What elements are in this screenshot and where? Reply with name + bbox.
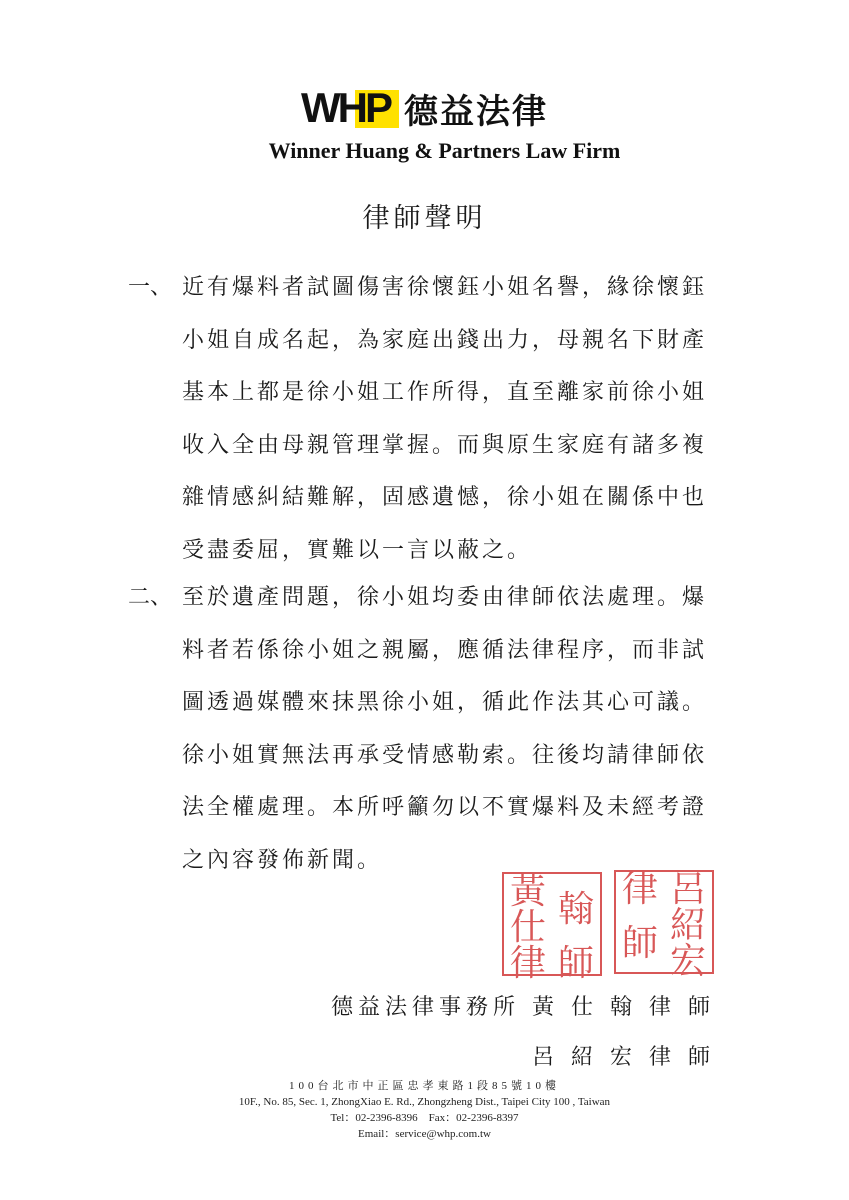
seal-char: 翰 xyxy=(557,889,594,930)
paragraph-line: 圖透過媒體來抹黑徐小姐，循此作法其心可議。 xyxy=(182,690,708,715)
paragraph-number: 二、 xyxy=(128,585,173,610)
footer-address-chinese: 100台北市中正區忠孝東路1段85號10樓 xyxy=(289,1080,560,1092)
signature-line-2: 呂 紹 宏 律 師 xyxy=(532,1045,715,1070)
seal-char: 黃仕 xyxy=(509,871,546,948)
seal-char: 師 xyxy=(557,943,594,984)
paragraph-line: 小姐自成名起，為家庭出錢出力，母親名下財產 xyxy=(182,327,708,353)
letterhead xyxy=(0,80,849,164)
footer-tel-fax: Tel：02-2396-8396 Fax：02-2396-8397 xyxy=(330,1112,519,1124)
paragraph-line: 基本上都是徐小姐工作所得，直至離家前徐小姐 xyxy=(182,380,708,405)
paragraph-line: 法全權處理。本所呼籲勿以不實爆料及未經考證 xyxy=(182,795,708,820)
paragraph-line: 收入全由母親管理掌握。而與原生家庭有諸多複 xyxy=(182,432,708,458)
logo xyxy=(0,80,849,136)
seal-char: 律 xyxy=(621,869,658,910)
paragraph-2 xyxy=(128,572,728,887)
paragraph-line: 近有爆料者試圖傷害徐懷鈺小姐名譽，緣徐懷鈺 xyxy=(182,275,708,300)
logo-mark-text: WHP xyxy=(301,84,390,131)
footer-email: Email：service@whp.com.tw xyxy=(358,1128,491,1140)
seal-char: 師 xyxy=(621,923,658,964)
whp-logo-icon xyxy=(301,84,390,132)
paragraph-line: 至於遺產問題，徐小姐均委由律師依法處理。爆 xyxy=(182,585,708,610)
footer xyxy=(0,1078,849,1142)
document-title: 律師聲明 xyxy=(362,203,487,234)
seal-stamp-icon xyxy=(614,869,714,982)
paragraph-line: 徐小姐實無法再承受情感勒索。往後均請律師依 xyxy=(182,742,708,768)
logo-chinese-name: 德益法律 xyxy=(404,91,548,132)
paragraph-line: 受盡委屈，實難以一言以蔽之。 xyxy=(182,537,533,563)
footer-address-english: 10F., No. 85, Sec. 1, ZhongXiao E. Rd., Zhongzheng Dist., Taipei City 100 , Taiwan xyxy=(238,1096,611,1108)
paragraph-line: 之內容發佈新聞。 xyxy=(182,847,383,873)
paragraph-1 xyxy=(128,262,728,577)
seal-char: 紹宏 xyxy=(669,905,706,982)
seal-char: 律 xyxy=(509,943,546,984)
signature-line-1: 德益法律事務所 黃 仕 翰 律 師 xyxy=(331,995,715,1020)
paragraph-line: 雜情感糾結難解，固感遺憾，徐小姐在關係中也 xyxy=(182,485,708,510)
seal-stamp-icon xyxy=(502,871,602,984)
paragraph-line: 料者若係徐小姐之親屬，應循法律程序，而非試 xyxy=(182,637,708,663)
logo-english-name: Winner Huang & Partners Law Firm xyxy=(268,138,621,163)
seal-char: 呂 xyxy=(669,869,706,910)
paragraph-number: 一、 xyxy=(128,275,173,300)
